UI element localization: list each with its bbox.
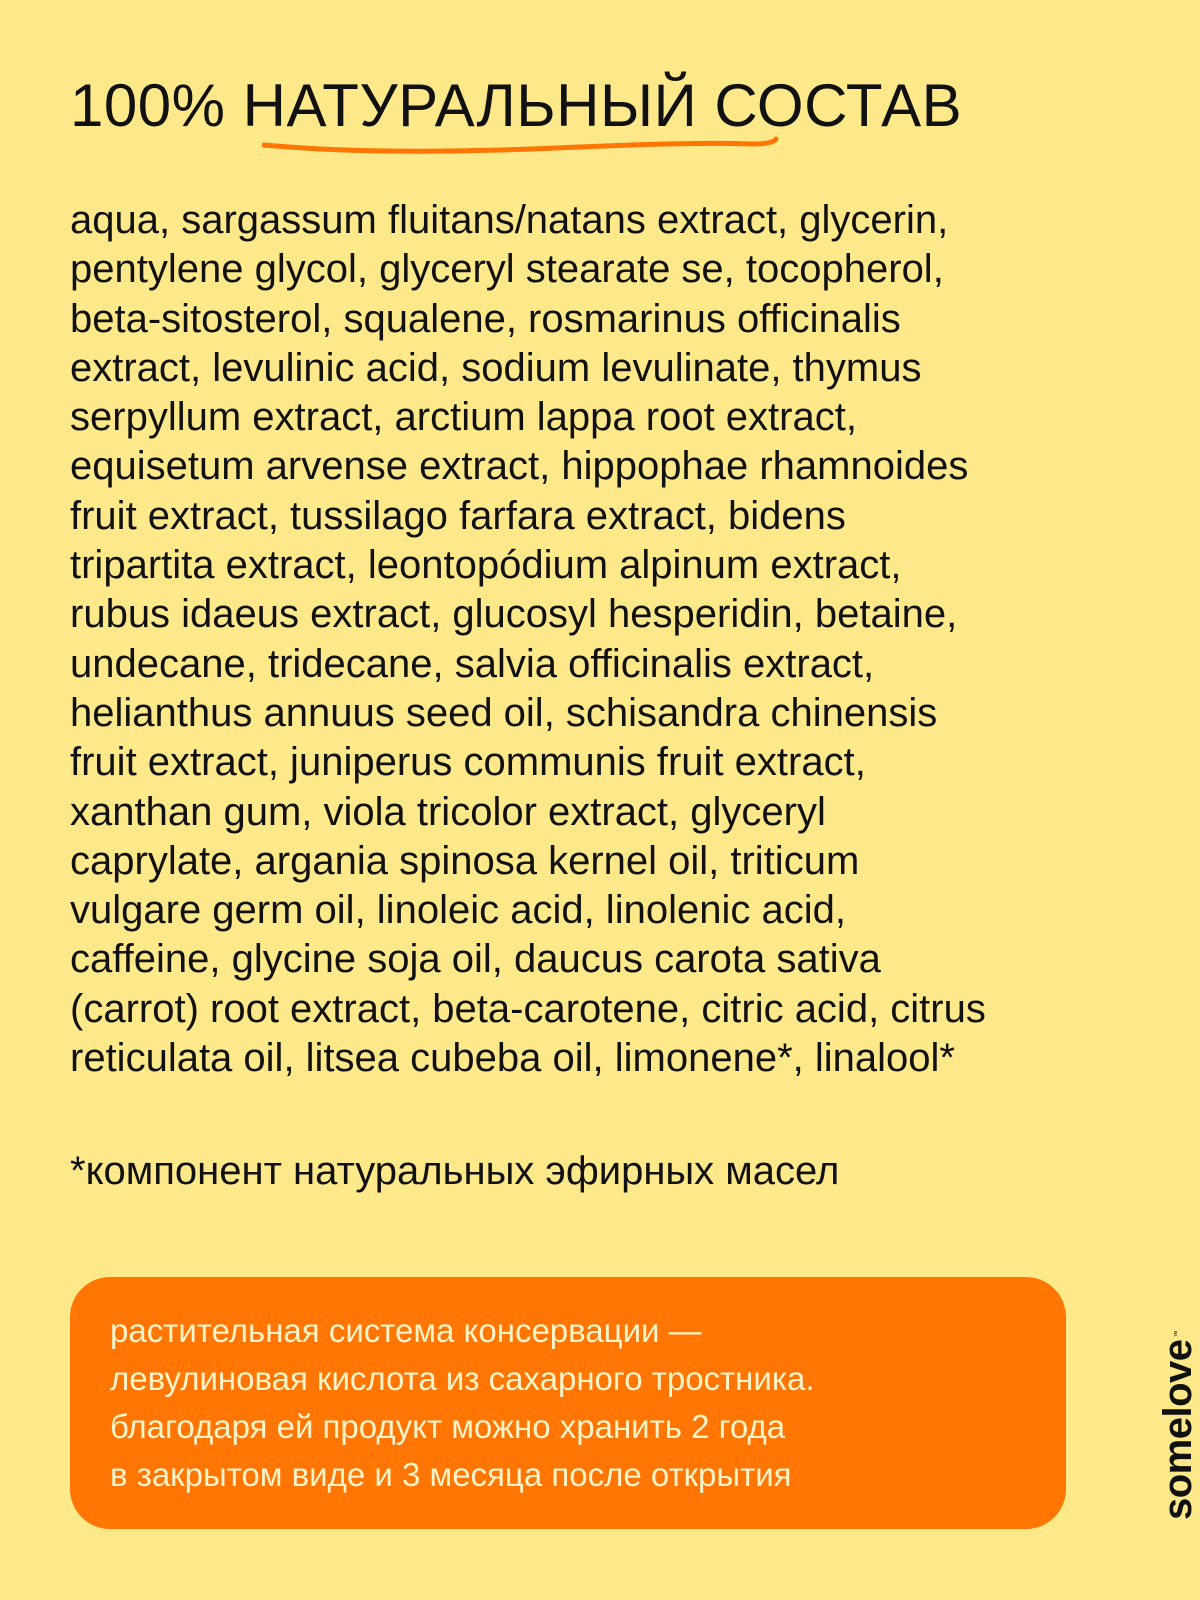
- title-underline-stroke: [262, 134, 782, 164]
- preservation-info-box: [70, 1277, 1066, 1529]
- title-highlight: НАТУРАЛЬНЫЙ: [242, 72, 698, 139]
- title-suffix: СОСТАВ: [714, 72, 963, 139]
- brand-logo: [1158, 1331, 1198, 1520]
- title-prefix: 100%: [70, 72, 226, 139]
- trademark-mark: ™: [1174, 1330, 1181, 1338]
- preservation-text: растительная система консервации — левулиновая кислота из сахарного тростника. благодаря ей продукт можно хранить 2 года в закрытом виде и 3 месяца после открытия: [110, 1312, 815, 1493]
- brand-name: somelove: [1156, 1339, 1200, 1520]
- ingredients-list: aqua, sargassum fluitans/natans extract, glycerin, pentylene glycol, glyceryl stearate se, tocopherol, beta-sitosterol, squalene, rosmarinus officinalis extract, levulinic acid, sodium levulinate, thymus serpyllum extract, arctium lappa root extract, equisetum arvense extract, hippophae rhamnoides fruit extract, tussilago farfara extract, bidens tripartita extract, leontopódium alpinum extract, rubus idaeus extract, glucosyl hesperidin, betaine, undecane, tridecane, salvia officinalis extract, helianthus annuus seed oil, schisandra chinensis fruit extract, juniperus communis fruit extract, xanthan gum, viola tricolor extract, glyceryl caprylate, argania spinosa kernel oil, triticum vulgare germ oil, linoleic acid, linolenic acid, caffeine, glycine soja oil, daucus carota sativa (carrot) root extract, beta-carotene, citric acid, citrus reticulata oil, litsea cubeba oil, limonene*, linalool*: [70, 198, 986, 1081]
- footnote: *компонент натуральных эфирных масел: [70, 1149, 840, 1193]
